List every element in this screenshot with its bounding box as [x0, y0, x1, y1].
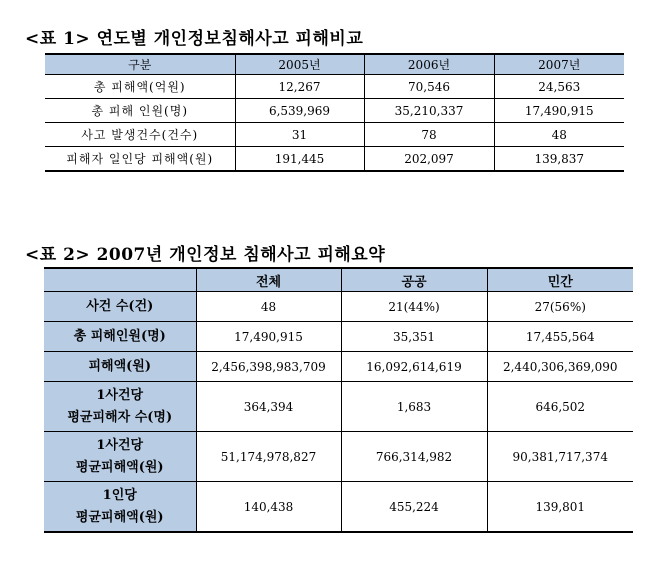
- table2-header-blank: [44, 268, 196, 292]
- table-row: [45, 75, 624, 99]
- cell-value: 78: [364, 123, 494, 147]
- row-label: 1사건당 평균피해액(원): [44, 432, 196, 482]
- table1-header-category: 구분: [45, 54, 235, 75]
- cell-value: 90,381,717,374: [487, 432, 633, 482]
- cell-value: 766,314,982: [341, 432, 487, 482]
- cell-value: 48: [196, 292, 341, 322]
- cell-value: 16,092,614,619: [341, 352, 487, 382]
- table-row: [44, 432, 633, 482]
- cell-value: 139,801: [487, 482, 633, 533]
- table-row: [44, 352, 633, 382]
- row-label: 피해액(원): [44, 352, 196, 382]
- cell-value: 191,445: [235, 147, 364, 172]
- cell-value: 31: [235, 123, 364, 147]
- cell-value: 17,490,915: [494, 99, 624, 123]
- table2-header-row: [44, 268, 633, 292]
- table2-header-total: 전체: [196, 268, 341, 292]
- cell-value: 2,456,398,983,709: [196, 352, 341, 382]
- cell-value: 2,440,306,369,090: [487, 352, 633, 382]
- cell-value: 455,224: [341, 482, 487, 533]
- cell-value: 140,438: [196, 482, 341, 533]
- cell-value: 6,539,969: [235, 99, 364, 123]
- table1-header-2005: 2005년: [235, 54, 364, 75]
- table-row: [45, 123, 624, 147]
- cell-value: 202,097: [364, 147, 494, 172]
- table-row: [44, 482, 633, 533]
- table1-caption: <표 1> 연도별 개인정보침해사고 피해비교: [25, 29, 364, 49]
- cell-value: 51,174,978,827: [196, 432, 341, 482]
- table-row: [44, 382, 633, 432]
- row-label: 1사건당 평균피해자 수(명): [44, 382, 196, 432]
- yearly-damage-comparison-table: [45, 53, 624, 172]
- cell-value: 35,210,337: [364, 99, 494, 123]
- table-row: [45, 99, 624, 123]
- row-label: 사건 수(건): [44, 292, 196, 322]
- cell-value: 48: [494, 123, 624, 147]
- row-label: 총 피해액(억원): [45, 75, 235, 99]
- row-label: 피해자 일인당 피해액(원): [66, 152, 214, 166]
- table-row: [45, 147, 624, 172]
- table1-header-row: [45, 54, 624, 75]
- cell-value: 24,563: [494, 75, 624, 99]
- row-label: 총 피해인원(명): [44, 322, 196, 352]
- cell-value: 17,490,915: [196, 322, 341, 352]
- cell-value: 1,683: [341, 382, 487, 432]
- cell-value: 27(56%): [487, 292, 633, 322]
- cell-value: 35,351: [341, 322, 487, 352]
- row-label: 1인당 평균피해액(원): [44, 482, 196, 533]
- table1-header-2006: 2006년: [364, 54, 494, 75]
- cell-value: 21(44%): [341, 292, 487, 322]
- cell-value: 364,394: [196, 382, 341, 432]
- table-row: [44, 322, 633, 352]
- cell-value: 17,455,564: [487, 322, 633, 352]
- cell-value: 646,502: [487, 382, 633, 432]
- table2-caption: <표 2> 2007년 개인정보 침해사고 피해요약: [25, 245, 386, 265]
- row-label: 총 피해 인원(명): [45, 99, 235, 123]
- incident-summary-2007-table: [44, 267, 633, 533]
- table2-header-public: 공공: [341, 268, 487, 292]
- cell-value: 12,267: [235, 75, 364, 99]
- table-row: [44, 292, 633, 322]
- table2-header-private: 민간: [487, 268, 633, 292]
- table1-header-2007: 2007년: [494, 54, 624, 75]
- cell-value: 70,546: [364, 75, 494, 99]
- cell-value: 139,837: [494, 147, 624, 172]
- row-label: 사고 발생건수(건수): [45, 123, 235, 147]
